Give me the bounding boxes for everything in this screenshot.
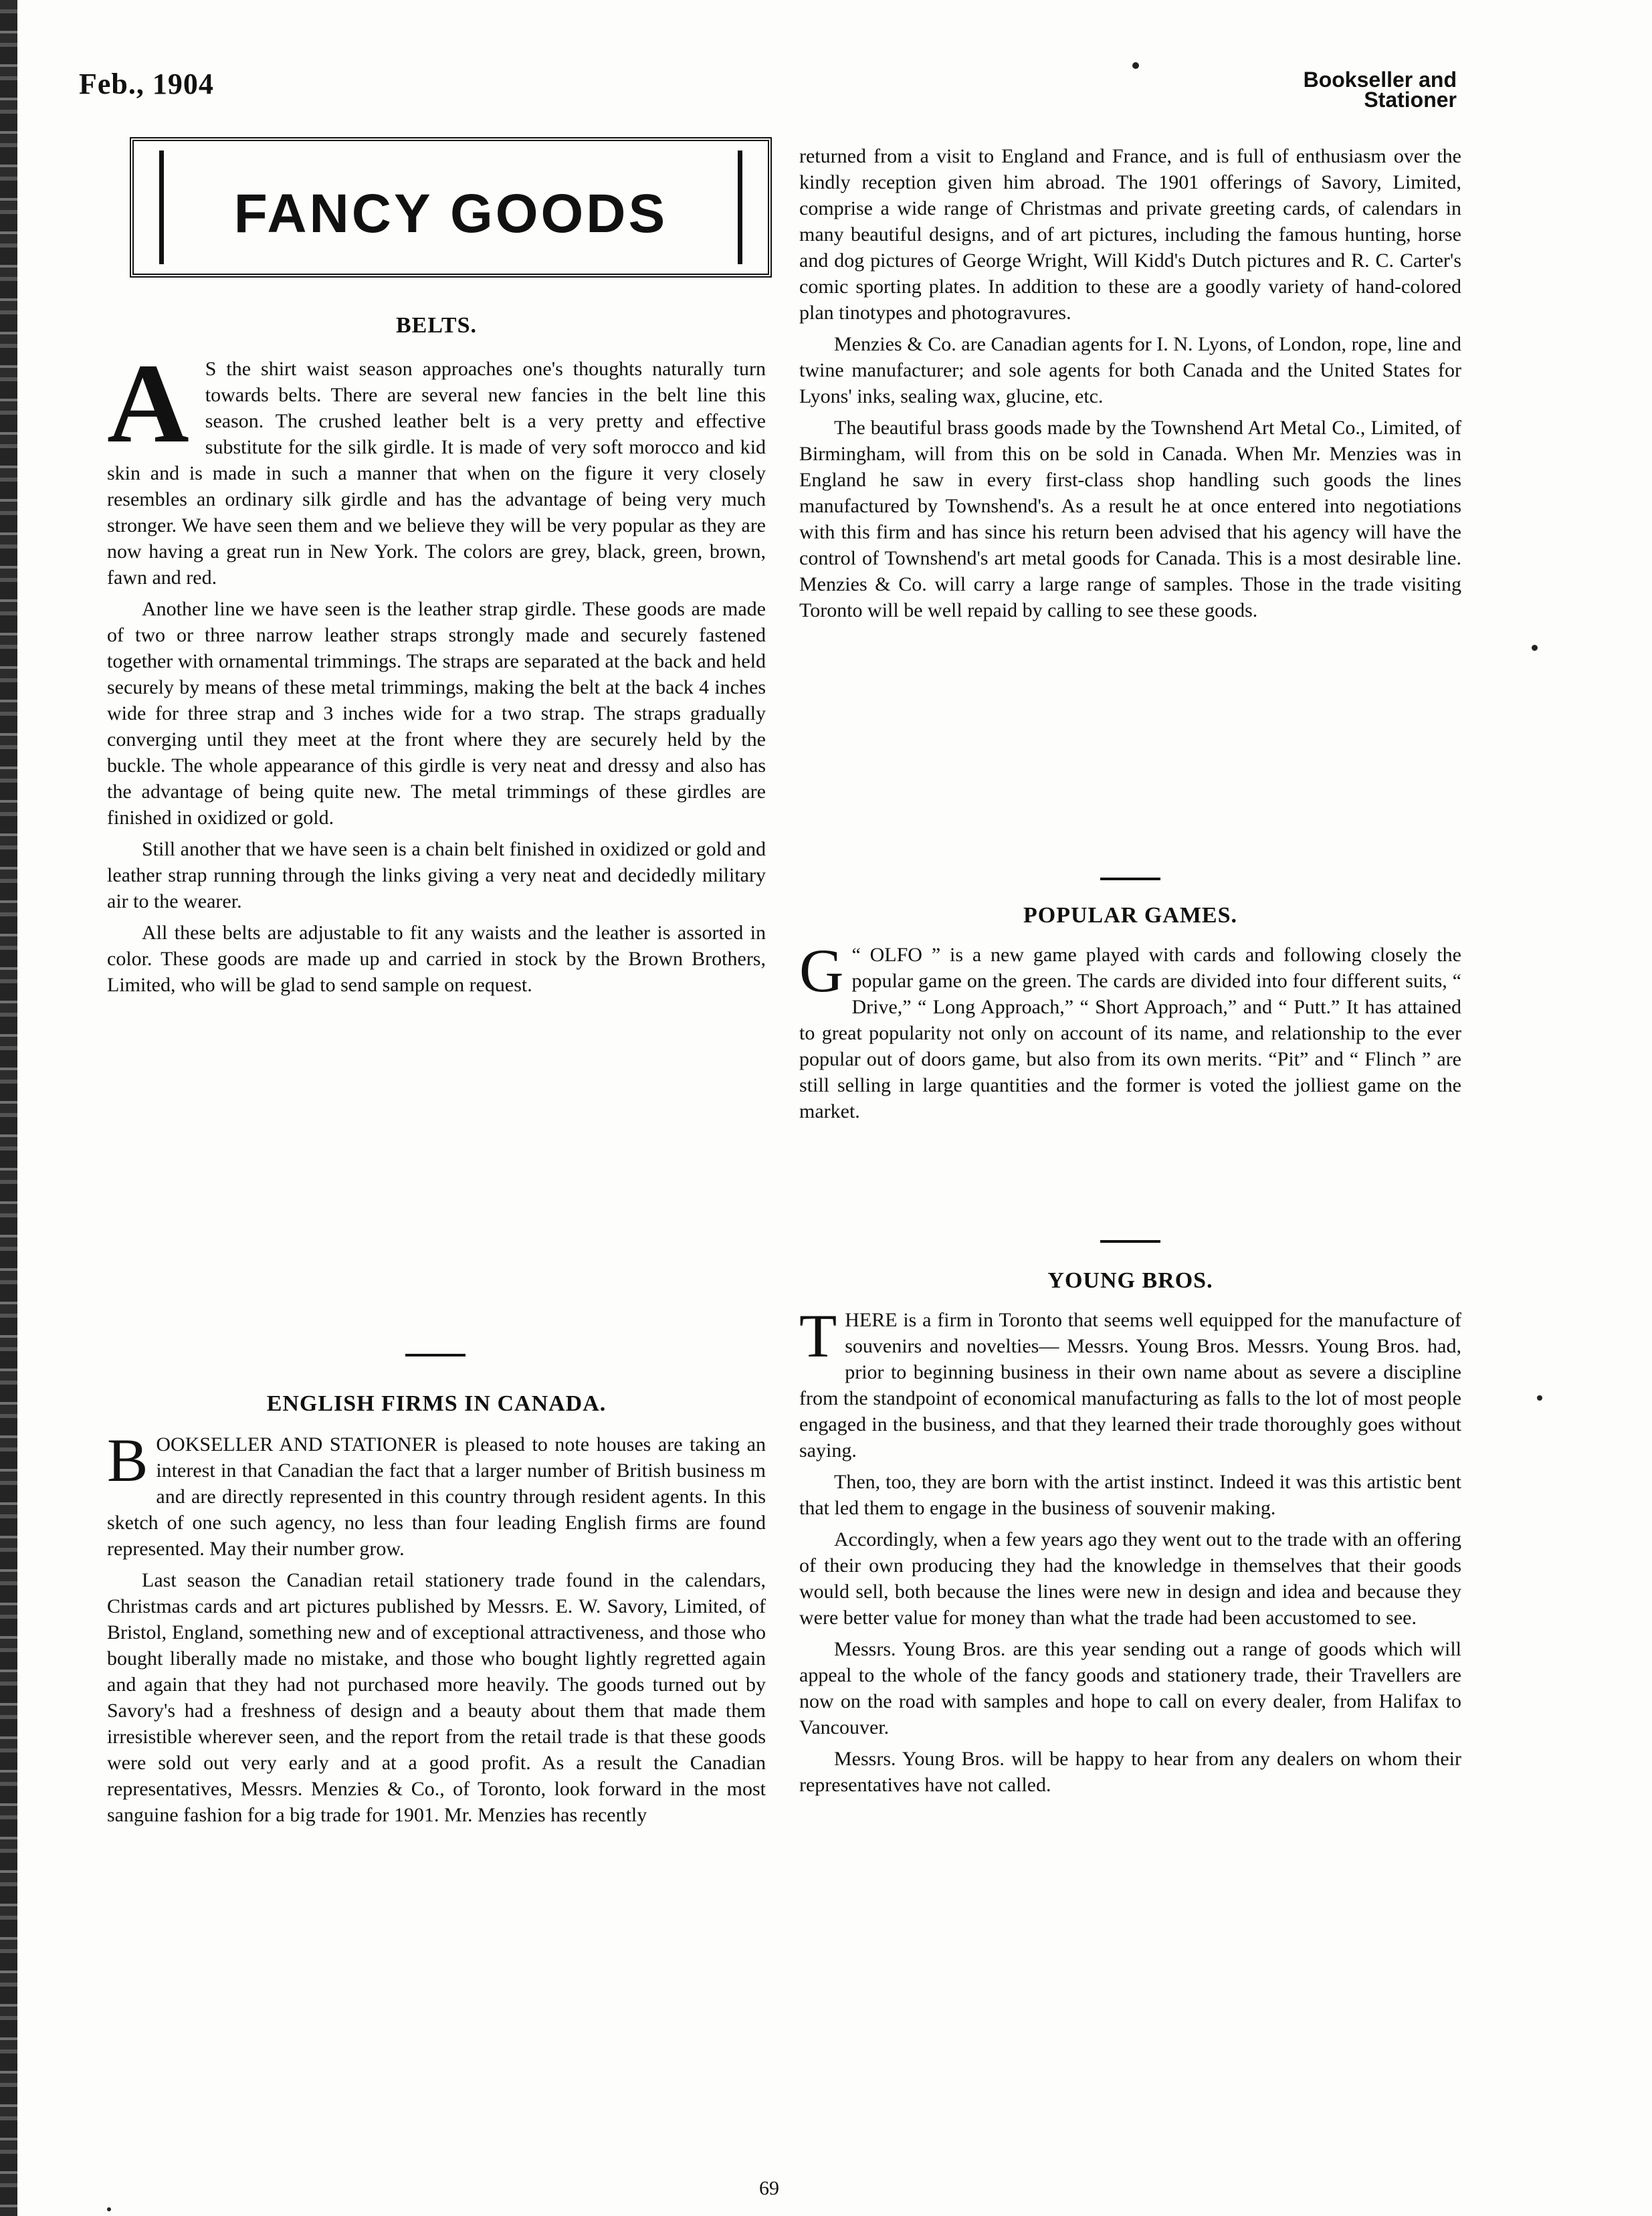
page-number: 69 xyxy=(759,2177,779,2199)
english-firms-paragraph-1: BOOKSELLER AND STATIONER is pleased to note houses are taking an interest in that Canadian the fact that a larger number of British business m and are directly represented in this country through resident agents. In this sketch of one such agency, no less than four leading English firms are found represented. May their number grow. xyxy=(107,1426,766,1560)
scan-binding-edge xyxy=(0,0,17,2216)
young-bros-paragraph-5: Messrs. Young Bros. will be happy to hear from any dealers on whom their representatives have not called. xyxy=(799,1748,1461,1796)
belts-paragraph-3: Still another that we have seen is a chain belt finished in oxidized or gold and leather strap running through the links giving a very neat and decidedly military air to the wearer. xyxy=(107,838,766,912)
young-bros-paragraph-2: Then, too, they are born with the artist instinct. Indeed it was this artistic bent that led them to engage in the business of souvenir making. xyxy=(799,1471,1461,1519)
divider-rule xyxy=(1100,1240,1160,1243)
scan-speck xyxy=(1132,62,1139,69)
page-title: FANCY GOODS xyxy=(233,183,668,244)
header-journal-line1: Bookseller and xyxy=(1303,68,1457,92)
heading-young-bros: YOUNG BROS. xyxy=(1047,1268,1213,1293)
divider-rule xyxy=(1100,878,1160,880)
section-young-bros xyxy=(799,1268,1461,1798)
dropcap-b: B xyxy=(107,1426,148,1494)
english-firms-paragraph-5: The beautiful brass goods made by the Townshend Art Metal Co., Limited, of Birmingham, will from this on be sold in Canada. When Mr. Menzies was in England he saw in every first-class shop handling such goods the lines manufactured by Townshend's. As a result he at once entered into negotiations with this firm and has since his return been advised that his agency will have the control of Townshend's art metal goods for Canada. This is a most desirable line. Menzies & Co. will carry a large range of samples. Those in the trade visiting Toronto will be well repaid by calling to see these goods. xyxy=(799,417,1461,621)
header-journal-line2: Stationer xyxy=(1364,88,1457,112)
belts-paragraph-2: Another line we have seen is the leather strap girdle. These goods are made of two or three narrow leather straps strongly made and securely fastened together with ornamental trimmings. The straps are separated at the back and held securely by means of these metal trimmings, making the belt at the back 4 inches wide for three strap and 3 inches wide for a two strap. The straps gradually converging until they meet at the front where they are securely held by the buckle. The whole appearance of this girdle is very neat and dressy and also has the advantage of being quite new. The metal trimmings of these girdles are finished in oxidized or gold. xyxy=(107,598,766,829)
scan-speck xyxy=(107,2207,111,2211)
header-journal xyxy=(1304,70,1457,110)
dropcap-a: A xyxy=(107,340,189,466)
belts-paragraph-1: A S the shirt waist season approaches one's thoughts naturally turn towards belts. There are several new fancies in the belt line this season. The crushed leather belt is a very pretty and effective substitute for the silk girdle. It is made of very soft morocco and kid skin and is made in such a manner that when on the figure it very closely resembles an ordinary silk girdle and has the advantage of being very much stronger. We have seen them and we believe they will be very popular as they are now having a great run in New York. The colors are grey, black, green, brown, fawn and red. xyxy=(107,340,766,589)
english-firms-paragraph-3: returned from a visit to England and France, and is full of enthusiasm over the kindly reception given him abroad. The 1901 offerings of Savory, Limited, comprise a wide range of Christmas and private greeting cards, of calendars in many beautiful designs, and of art pictures, including the famous hunting, horse and dog pictures of George Wright, Will Kidd's Dutch pictures and R. C. Carter's comic sporting plates. In addition to these are a goodly variety of hand-colored plan tinotypes and photogravures. xyxy=(799,145,1461,324)
dropcap-g: G xyxy=(799,936,844,1005)
scan-speck xyxy=(1537,1395,1542,1401)
heading-belts: BELTS. xyxy=(396,313,477,338)
scan-speck xyxy=(1532,645,1538,651)
belts-paragraph-4: All these belts are adjustable to fit any waists and the leather is assorted in color. These goods are made up and carried in stock by the Brown Brothers, Limited, who will be glad to send sample on request. xyxy=(107,922,766,996)
title-box xyxy=(130,137,772,278)
dropcap-t: T xyxy=(799,1302,837,1370)
young-bros-paragraph-3: Accordingly, when a few years ago they went out to the trade with an offering of their own producing they had the knowledge in themselves that their goods would sell, both because the lines were new in design and idea and because they were better value for money than what the trade had been accustomed to see. xyxy=(799,1528,1461,1629)
section-belts xyxy=(107,313,766,998)
popular-games-paragraph-1: G “ OLFO ” is a new game played with cards and following closely the popular game on the green. The cards are divided into four different suits, “ Drive,” “ Long Approach,” “ Short Approach,” and “ Putt.” It has attained to great popularity not only on account of its name, and relationship to the ever popular out of doors game, but also from its own merits. “Pit” and “ Flinch ” are still selling in large quantities and the former is voted the jolliest game on the market. xyxy=(799,936,1461,1122)
heading-english-firms: ENGLISH FIRMS IN CANADA. xyxy=(266,1391,607,1416)
section-english-firms xyxy=(107,1391,766,1828)
section-popular-games xyxy=(799,903,1461,1124)
english-firms-paragraph-2: Last season the Canadian retail stationery trade found in the calendars, Christmas cards and art pictures published by Messrs. E. W. Savory, Limited, of Bristol, England, something new and of exceptional attractiveness, and those who bought liberally made no mistake, and those who bought lightly regretted again and again that they had not purchased more heavily. The goods turned out by Savory's had a freshness of design and a beauty about them that made them irresistible wherever seen, and the report from the retail trade is that these goods were sold out very early and at a good profit. As a result the Canadian representatives, Messrs. Menzies & Co., of Toronto, look forward in the most sanguine fashion for a big trade for 1901. Mr. Menzies has recently xyxy=(107,1569,766,1826)
header-date: Feb., 1904 xyxy=(79,68,214,100)
section-english-firms-continued xyxy=(799,143,1461,623)
young-bros-paragraph-1: THERE is a firm in Toronto that seems well equipped for the manufacture of souvenirs and novelties— Messrs. Young Bros. Messrs. Young Bros. had, prior to beginning business in their own name about as severe a discipline from the standpoint of economical manufacturing as falls to the lot of most people engaged in the business, and that they learned their trade thoroughly goes without saying. xyxy=(799,1302,1461,1462)
divider-rule xyxy=(405,1354,466,1356)
english-firms-paragraph-4: Menzies & Co. are Canadian agents for I. N. Lyons, of London, rope, line and twine manufacturer; and sole agents for both Canada and the United States for Lyons' inks, sealing wax, glucine, etc. xyxy=(799,333,1461,407)
young-bros-paragraph-4: Messrs. Young Bros. are this year sending out a range of goods which will appeal to the whole of the fancy goods and stationery trade, their Travellers are now on the road with samples and hope to call on every dealer, from Halifax to Vancouver. xyxy=(799,1638,1461,1738)
heading-popular-games: POPULAR GAMES. xyxy=(1023,903,1237,928)
